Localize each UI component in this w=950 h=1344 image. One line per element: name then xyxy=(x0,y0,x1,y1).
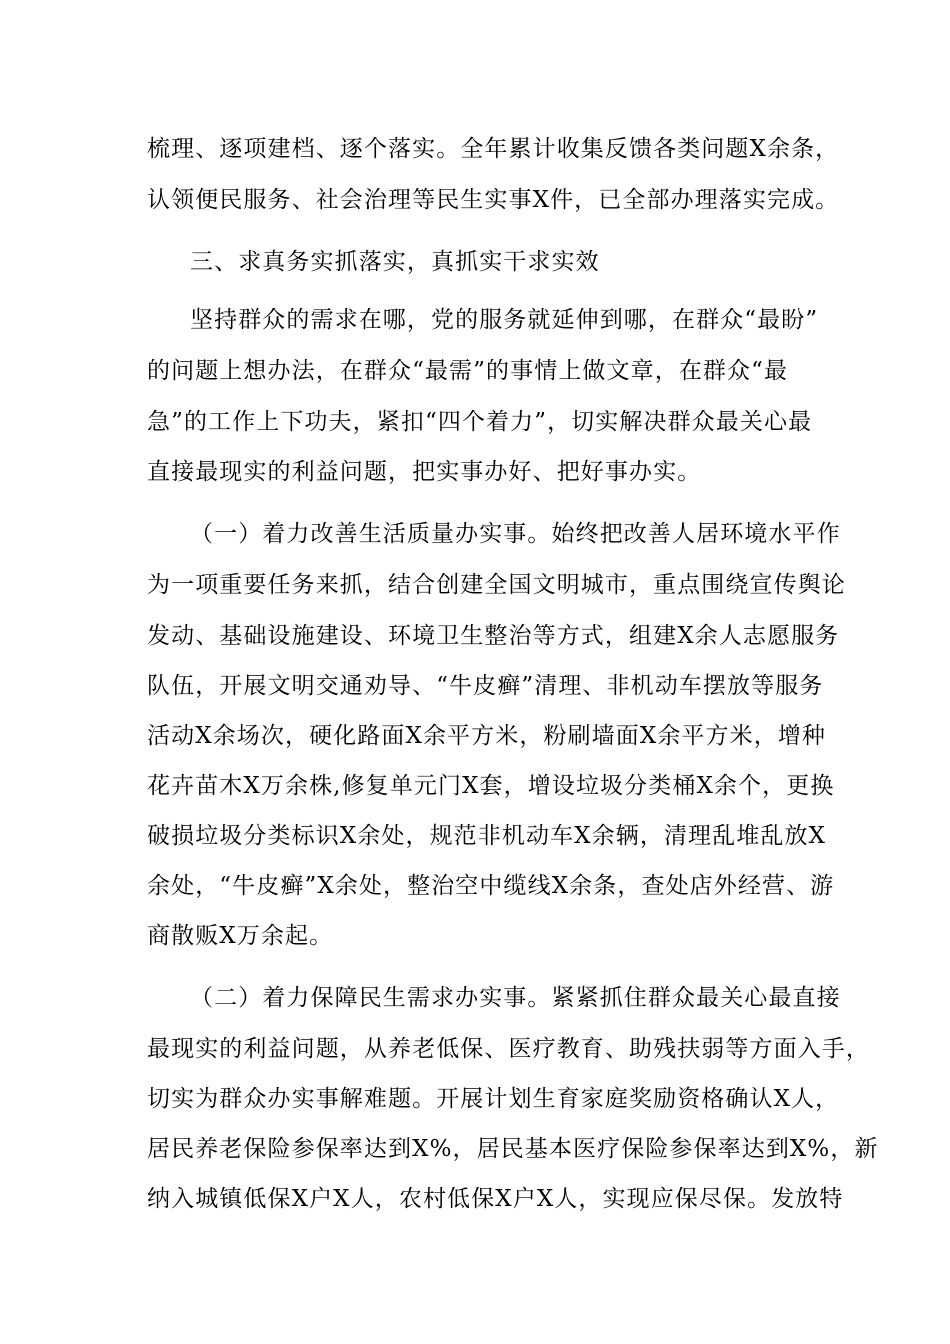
body-line: 活动X余场次，硬化路面X余平方米，粉刷墙面X余平方米，增种 xyxy=(147,723,827,749)
body-line: 破损垃圾分类标识X余处，规范非机动车X余辆，清理乱堆乱放X xyxy=(147,823,827,849)
body-line: 余处，“牛皮癣”X余处，整治空中缆线X余条，查处店外经营、游 xyxy=(147,873,835,899)
body-line: 梳理、逐项建档、逐个落实。全年累计收集反馈各类问题X余条， xyxy=(147,136,840,162)
subsection-line: （二）着力保障民生需求办实事。紧紧抓住群众最关心最直接 xyxy=(190,985,841,1011)
body-line: 认领便民服务、社会治理等民生实事X件，已全部办理落实完成。 xyxy=(147,187,840,213)
body-line: 坚持群众的需求在哪，党的服务就延伸到哪，在群众“最盼” xyxy=(190,307,819,333)
body-line: 队伍，开展文明交通劝导、“牛皮癣”清理、非机动车摆放等服务 xyxy=(147,673,824,699)
body-line: 直接最现实的利益问题，把实事办好、把好事办实。 xyxy=(147,459,702,485)
body-line: 商散贩X万余起。 xyxy=(147,923,334,949)
section-heading: 三、求真务实抓落实，真抓实干求实效 xyxy=(190,249,600,275)
body-line: 急”的工作上下功夫，紧扣“四个着力”，切实解决群众最关心最 xyxy=(147,409,813,435)
body-line: 花卉苗木X万余株,修复单元门X套，增设垃圾分类桶X余个，更换 xyxy=(147,773,835,799)
body-line: 为一项重要任务来抓，结合创建全国文明城市，重点围绕宣传舆论 xyxy=(147,572,846,598)
body-line: 最现实的利益问题，从养老低保、医疗教育、助残扶弱等方面入手， xyxy=(147,1036,870,1062)
body-line: 的问题上想办法，在群众“最需”的事情上做文章，在群众“最 xyxy=(147,358,789,384)
subsection-line: （一）着力改善生活质量办实事。始终把改善人居环境水平作 xyxy=(190,521,841,547)
body-line: 纳入城镇低保X户X人，农村低保X户X人，实现应保尽保。发放特 xyxy=(147,1186,844,1212)
body-line: 发动、基础设施建设、环境卫生整治等方式，组建X余人志愿服务 xyxy=(147,623,840,649)
body-line: 切实为群众办实事解难题。开展计划生育家庭奖励资格确认X人， xyxy=(147,1086,840,1112)
body-line: 居民养老保险参保率达到X%，居民基本医疗保险参保率达到X%，新 xyxy=(147,1136,879,1162)
